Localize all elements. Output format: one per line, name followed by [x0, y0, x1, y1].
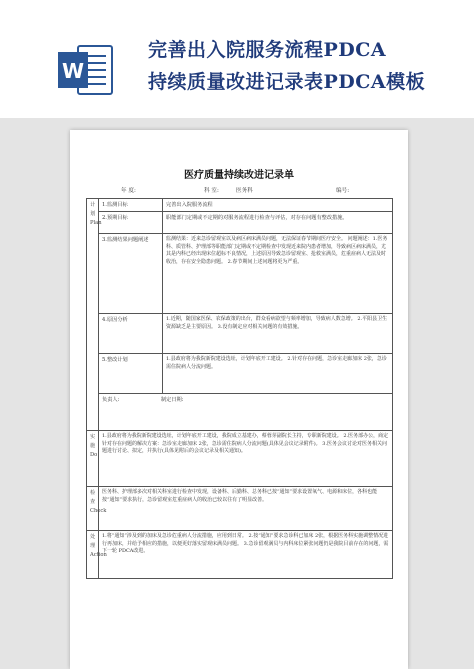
dept-value: 医务科 [236, 188, 253, 194]
banner-title-line-2: 持续质量改进记录表PDCA模板 [148, 71, 426, 93]
plan-item-content: 1.近期，随国家医保、农保政策的出台，群众看病欲望与频率增加，导致病人数急增。 2.平阳县卫生资源缺乏是主要原因。 3.没有制定应对相关问题的有效措施。 [163, 314, 393, 354]
plan-item-content: 监测结果：近来急诊留观室以及病区病床满员问题，无法保证春节期间医疗安全。 问题阐述：1.医务科、质管科、护理部等职能部门定期或不定期检查中发现近来院内患者增加，导致病区病床满员，尤其是内科已经出现床位超标不良情况，上述原因导致急诊留观室、抢救室满员，危重症病人无法及时收治，存在安全隐患问题。 2.春节期间上述问题将更为严重。 [163, 234, 393, 314]
year-label: 年 度: [121, 188, 136, 194]
dept-label: 科 室: [204, 188, 219, 194]
check-section-label: 检查 Check [87, 487, 99, 531]
do-section-label: 实施 Do [87, 431, 99, 487]
table-row [87, 234, 393, 314]
banner-title [148, 34, 468, 98]
word-document-icon [56, 42, 116, 98]
document-title: 医疗质量持续改进记录单 [184, 170, 294, 181]
meta-row [96, 186, 396, 196]
table-row [87, 487, 393, 531]
plan-item-content: 完善出入院服务流程 [163, 199, 393, 212]
table-row [87, 431, 393, 487]
number-label: 编号: [336, 188, 350, 194]
banner-title-line-1: 完善出入院服务流程PDCA [148, 39, 387, 61]
set-date-label: 制定日期: [160, 397, 184, 403]
record-table [86, 198, 393, 579]
table-row [87, 531, 393, 579]
owner-label: 负责人: [102, 397, 120, 403]
svg-text:W: W [61, 59, 85, 83]
table-row [87, 212, 393, 234]
plan-section-label: 计划 Plan [87, 199, 99, 431]
table-row [87, 354, 393, 394]
plan-item-content: 1.县政府将为我院新院建设选址，计划年底开工建设。 2.针对存在问题，急诊室走廊加床 2张，急诊需住院病人分流问题。 [163, 354, 393, 394]
table-row [87, 394, 393, 431]
plan-item-name: 4.原因分析 [99, 314, 163, 354]
sign-cell [99, 394, 393, 431]
plan-item-name: 1.监测目标 [99, 199, 163, 212]
action-section-label: 处理 Action [87, 531, 99, 579]
plan-item-name: 5.整改计划 [99, 354, 163, 394]
action-content: 1.将“通知”涉及到的加床及急诊危重病人分流措施，应用到日常。 2.按“通知”要求急诊科已加床 2张，根据医务科实施调整情况进行再加床，并给予相应的措施，以便更好落实留观床满员问题。 3.急诊留观满员与内科床位紧张问题仍是我院目前存在的问题，需下一轮 PDCA改进。 [99, 531, 393, 579]
document-page [70, 130, 408, 669]
plan-item-name: 3.监测结果问题阐述 [99, 234, 163, 314]
table-row [87, 314, 393, 354]
check-content: 医务科、护理部多次对相关科室进行检查中发现，设备科、后勤科、总务科已按“通知”要求设置氧气、电源和床位，各科也能按“通知”要求执行，急诊留观室危重症病人的收治已较以往有了明显改善。 [99, 487, 393, 531]
header-banner [0, 0, 474, 118]
do-content: 1.县政府将为我院新院建设选址，计划年底开工建设，我院成立基建办，蔡蓉芽副院长主持，专职新院建设。 2.医务部办公，商定针对存在问题的解决方案：急诊室走廊加床 2张，急诊需住院病人分流问题(具体见会议记录附件)。 3.医务会议讨论对医务相关问题进行讨论、拟定，并执行(具体见附后的会议记录及相关通知)。 [99, 431, 393, 487]
table-row [87, 199, 393, 212]
plan-item-content: 职能部门定期或不定期的对服务流程进行检查与评估，对存在问题有整改措施。 [163, 212, 393, 234]
plan-item-name: 2.预期目标 [99, 212, 163, 234]
